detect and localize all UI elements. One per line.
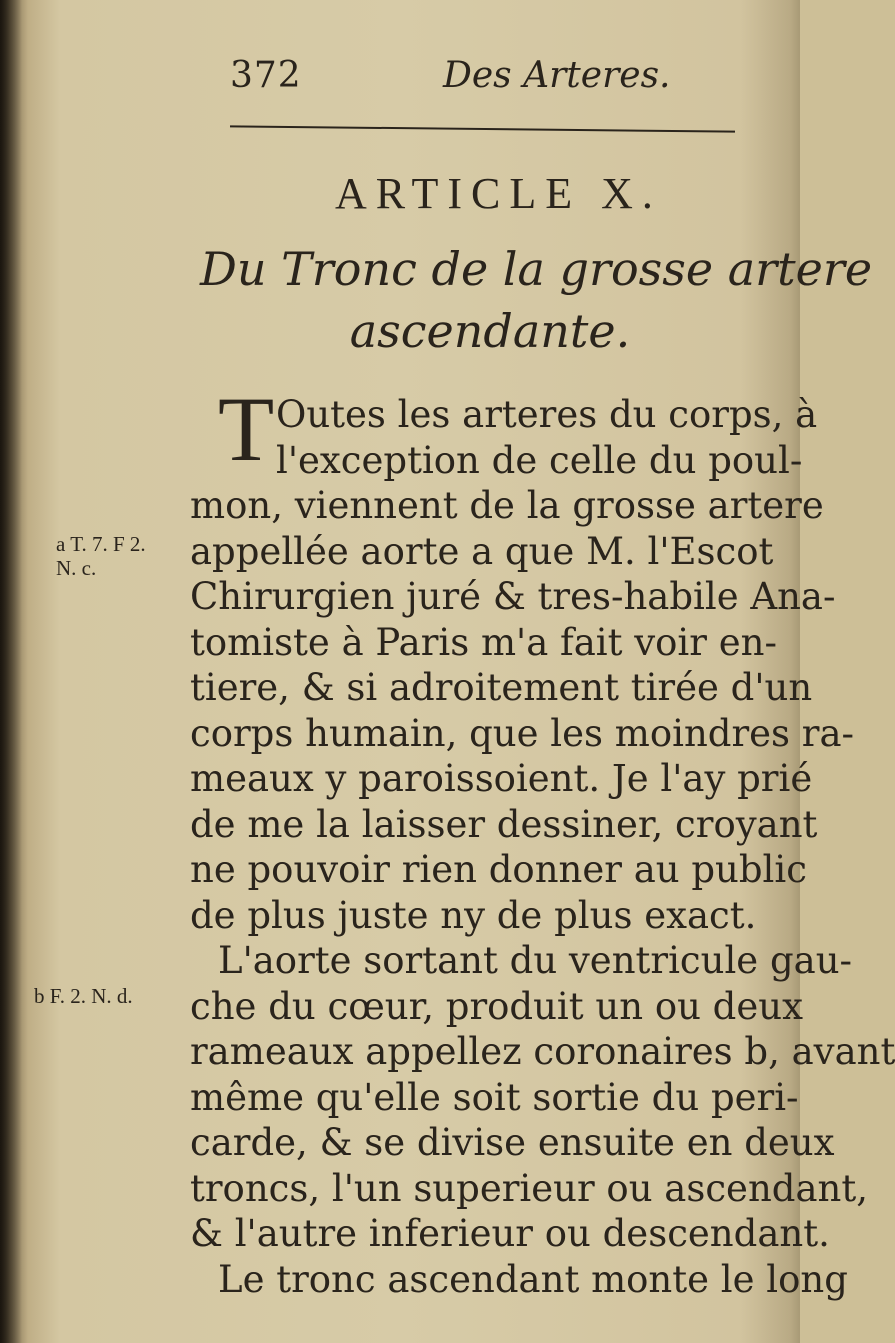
text-line: carde, & se divise ensuite en deux	[190, 1121, 835, 1164]
text-line: appellée aorte a que M. l'Escot	[190, 529, 774, 573]
text-line: ne pouvoir rien donner au public	[190, 848, 807, 891]
margin-note-line: a T. 7. F 2.	[56, 532, 146, 556]
text-line: troncs, l'un superieur ou ascendant,	[190, 1166, 868, 1210]
text-line: même qu'elle soit sortie du peri-	[190, 1075, 799, 1119]
margin-note-line: N. c.	[56, 556, 97, 580]
margin-note-a	[56, 532, 146, 580]
text-line: rameaux appellez coronaires b, avant	[190, 1030, 895, 1073]
text-line: meaux y paroissoient. Je l'ay prié	[190, 757, 813, 800]
running-title: Des Arteres.	[443, 55, 671, 96]
binding-gutter	[0, 0, 22, 1343]
text-line: Outes les arteres du corps, à	[276, 393, 818, 436]
text-line: tiere, & si adroitement tirée d'un	[190, 666, 813, 709]
chapter-title-line: Du Tronc de la grosse artere	[200, 242, 873, 296]
text-line: corps humain, que les moindres ra-	[190, 711, 855, 755]
chapter-title-line: ascendante.	[349, 304, 631, 358]
text-line: L'aorte sortant du ventricule gau-	[218, 939, 853, 982]
chapter-title	[200, 238, 873, 362]
text-line: de plus juste ny de plus exact.	[190, 893, 757, 937]
text-line: Chirurgien juré & tres-habile Ana-	[190, 575, 836, 618]
text-line: de me la laisser dessiner, croyant	[190, 802, 818, 846]
article-heading: ARTICLE X.	[335, 169, 662, 218]
page-header	[228, 55, 748, 105]
header-rule	[230, 125, 735, 132]
body-text	[190, 392, 895, 1302]
page-number: 372	[230, 55, 302, 96]
text-line: che du cœur, produit un ou deux	[190, 984, 803, 1028]
margin-note-line: b F. 2. N. d.	[34, 984, 133, 1008]
drop-cap: T	[218, 378, 275, 480]
text-line: l'exception de celle du poul-	[276, 438, 803, 482]
text-line: tomiste à Paris m'a fait voir en-	[190, 620, 777, 664]
text-line: Le tronc ascendant monte le long	[218, 1257, 848, 1301]
text-line: & l'autre inferieur ou descendant.	[190, 1212, 830, 1255]
margin-note-b	[34, 984, 133, 1008]
text-line: mon, viennent de la grosse artere	[190, 484, 824, 527]
